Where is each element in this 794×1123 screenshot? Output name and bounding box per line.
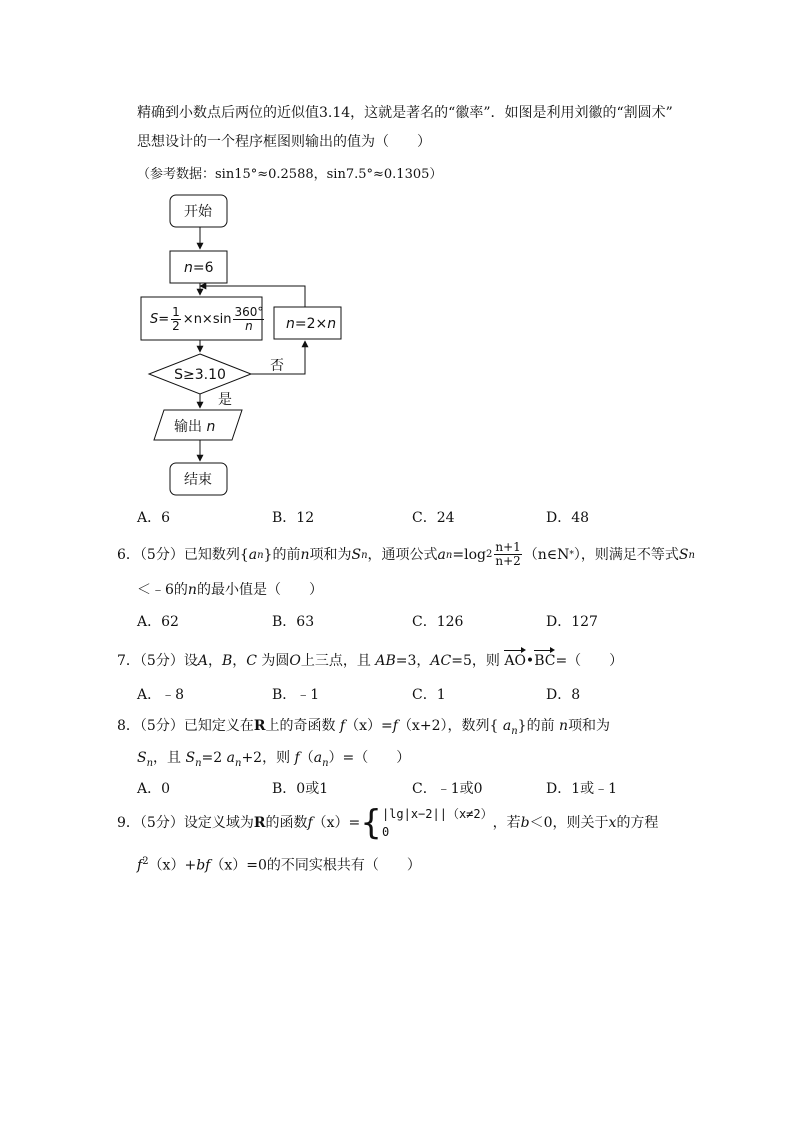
q5-option-c: C．24: [412, 510, 455, 526]
flowchart: [0, 0, 794, 520]
q8-stem: 8．（5分）已知定义在R上的奇函数 f（x）=f（x+2），数列{ $a_n$}的前 n项和为: [117, 718, 611, 737]
reference-data: （参考数据：sin15°≈0.2588，sin7.5°≈0.1305）: [137, 167, 443, 182]
q6-option-b: B．63: [272, 614, 315, 630]
end-label: 结束: [184, 472, 212, 488]
intro-line-1: 精确到小数点后两位的近似值3.14，这就是著名的“徽率”．如图是利用刘徽的“割圆术”: [137, 105, 673, 121]
svg-text:输出 n: 输出 n: [174, 419, 216, 435]
piecewise-brace: {: [360, 803, 382, 843]
q5-option-d: D．48: [546, 510, 590, 526]
svg-text:n=2×n: n=2×n: [286, 316, 337, 332]
svg-text:n=6: n=6: [184, 260, 214, 276]
piecewise-definition: |lg|x−2||（x≠2） 0: [381, 807, 493, 839]
no-label: 否: [270, 358, 284, 374]
intro-line-2: 思想设计的一个程序框图则输出的值为（ ）: [137, 134, 431, 150]
q8-option-a: A．0: [137, 781, 171, 797]
q5-option-b: B．12: [272, 510, 315, 526]
yes-label: 是: [218, 392, 232, 408]
q7-option-c: C．1: [412, 687, 446, 703]
q7-option-b: B．﹣1: [272, 687, 320, 703]
q8-option-b: B．0或1: [272, 781, 329, 797]
q8-option-d: D．1或﹣1: [546, 781, 618, 797]
s-formula: S= $\frac{1}{2}$ ×n×sin $\frac{360^\circ}{n}$: [150, 304, 264, 333]
q7-option-a: A．﹣8: [137, 687, 185, 703]
q7-stem: 7．（5分）设A，B，C 为圆O上三点，且 AB=3，AC=5，则 AO•BC=（ ）: [117, 648, 623, 671]
q5-option-a: A．6: [137, 510, 171, 526]
q9-stem: 9．（5分）设定义域为 R 的函数 f （x）= { |lg|x−2||（x≠2） 0 ，若 b ＜0，则关于 x 的方程: [117, 803, 659, 843]
q7-option-d: D．8: [546, 687, 581, 703]
q6-stem: 6．（5分）已知数列{ a n }的前 n 项和为 S n ，通项公式 a n =log 2 $\frac{n+1}{n+2}$ （n∈N * ），则满足不等式 S n: [117, 540, 695, 568]
q6-option-c: C．126: [412, 614, 464, 630]
q8-stem-line2: $S_n$，且 $S_n=2$ $a_n+2$，则 $f(a_n)=$（ ）: [137, 750, 411, 769]
q6-option-a: A．62: [137, 614, 179, 630]
condition-label: S≥3.10: [174, 367, 226, 383]
q6-option-d: D．127: [546, 614, 598, 630]
q6-stem-line2: ＜﹣6的n的最小值是（ ）: [137, 582, 323, 598]
start-label: 开始: [184, 204, 212, 220]
q9-stem-line2: $f^2(x)+bf(x)=0$的不同实根共有（ ）: [137, 856, 421, 874]
q8-option-c: C．﹣1或0: [412, 781, 483, 797]
